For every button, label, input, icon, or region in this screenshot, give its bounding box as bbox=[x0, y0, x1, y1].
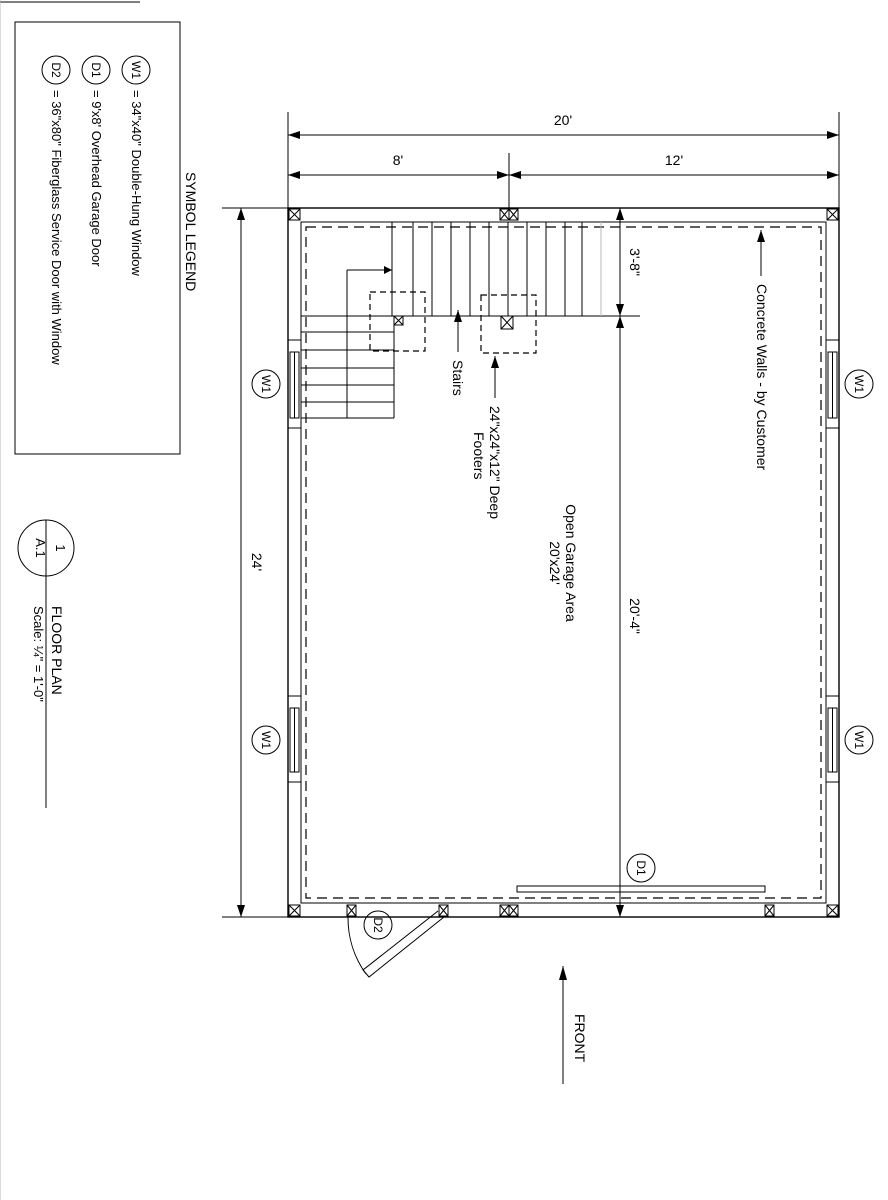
window-w1-left-upper bbox=[288, 340, 301, 428]
label-concrete-walls: Concrete Walls - by Customer bbox=[754, 284, 770, 471]
post-marker bbox=[500, 905, 509, 916]
dim-stair-depth: 3'-8" bbox=[627, 248, 643, 276]
legend-item-d1 bbox=[82, 56, 110, 267]
dim-left-width: 8' bbox=[392, 152, 404, 168]
tag-w1-right-upper bbox=[845, 370, 873, 398]
post-marker bbox=[509, 905, 518, 916]
post-marker bbox=[289, 209, 300, 220]
tag-w1-left-upper bbox=[252, 370, 280, 398]
tag-d2 bbox=[364, 911, 392, 939]
dim-right-width: 12' bbox=[664, 152, 684, 168]
window-w1-right-lower bbox=[826, 696, 839, 782]
leader-lines bbox=[454, 230, 765, 1084]
label-open-area-size: 20'x24' bbox=[547, 541, 563, 585]
legend-item-d2 bbox=[42, 56, 70, 365]
dim-inner-depth: 20'-4" bbox=[627, 598, 643, 634]
dimension-lines bbox=[222, 112, 839, 917]
post-marker bbox=[765, 905, 774, 916]
label-front: FRONT bbox=[572, 1014, 588, 1063]
drawing-title: FLOOR PLAN bbox=[49, 606, 65, 695]
label-footers-line1: 24"x24"x12" Deep bbox=[487, 406, 503, 519]
tag-text: D1 bbox=[634, 860, 648, 876]
legend-text-w1: = 34"x40" Double-Hung Window bbox=[129, 90, 144, 276]
stairs bbox=[301, 222, 640, 418]
label-open-area: Open Garage Area bbox=[563, 504, 579, 622]
legend-text-d2: = 36"x80" Fiberglass Service Door with Window bbox=[49, 90, 64, 365]
drawing-title-block bbox=[18, 520, 74, 808]
sheet-number: A.1 bbox=[33, 538, 48, 558]
tag-w1-left-lower bbox=[252, 726, 280, 754]
legend-text-d1: = 9'x8' Overhead Garage Door bbox=[89, 90, 104, 267]
tag-text: W1 bbox=[259, 731, 273, 749]
legend-tag-w1: W1 bbox=[129, 61, 143, 79]
tag-w1-right-lower bbox=[845, 726, 873, 754]
post-marker bbox=[347, 905, 356, 916]
tag-text: W1 bbox=[852, 731, 866, 749]
legend-item-w1 bbox=[122, 56, 150, 277]
post-marker bbox=[509, 209, 518, 220]
post-marker bbox=[439, 905, 448, 916]
dim-overall-width: 20' bbox=[553, 112, 573, 128]
service-door-d2 bbox=[348, 911, 444, 977]
post-marker bbox=[289, 905, 300, 916]
post-marker bbox=[827, 905, 838, 916]
drawing-number: 1 bbox=[53, 544, 68, 552]
post-marker bbox=[500, 209, 509, 220]
tag-text: W1 bbox=[852, 375, 866, 393]
window-w1-left-lower bbox=[288, 696, 301, 782]
tag-text: W1 bbox=[259, 375, 273, 393]
legend-title: SYMBOL LEGEND bbox=[183, 172, 199, 292]
window-w1-right-upper bbox=[826, 340, 839, 428]
tag-d1 bbox=[627, 854, 655, 882]
legend-tag-d2: D2 bbox=[49, 62, 63, 78]
drawing-scale: Scale: ¼" = 1'-0" bbox=[31, 606, 46, 702]
legend-tag-d1: D1 bbox=[89, 62, 103, 78]
label-stairs: Stairs bbox=[450, 360, 466, 396]
dim-overall-depth: 24' bbox=[249, 552, 265, 572]
garage-door-d1 bbox=[517, 886, 765, 892]
label-footers-line2: Footers bbox=[471, 432, 487, 480]
footers bbox=[370, 292, 536, 353]
post-marker bbox=[827, 209, 838, 220]
tag-text: D2 bbox=[371, 917, 385, 933]
symbol-legend bbox=[15, 22, 199, 454]
